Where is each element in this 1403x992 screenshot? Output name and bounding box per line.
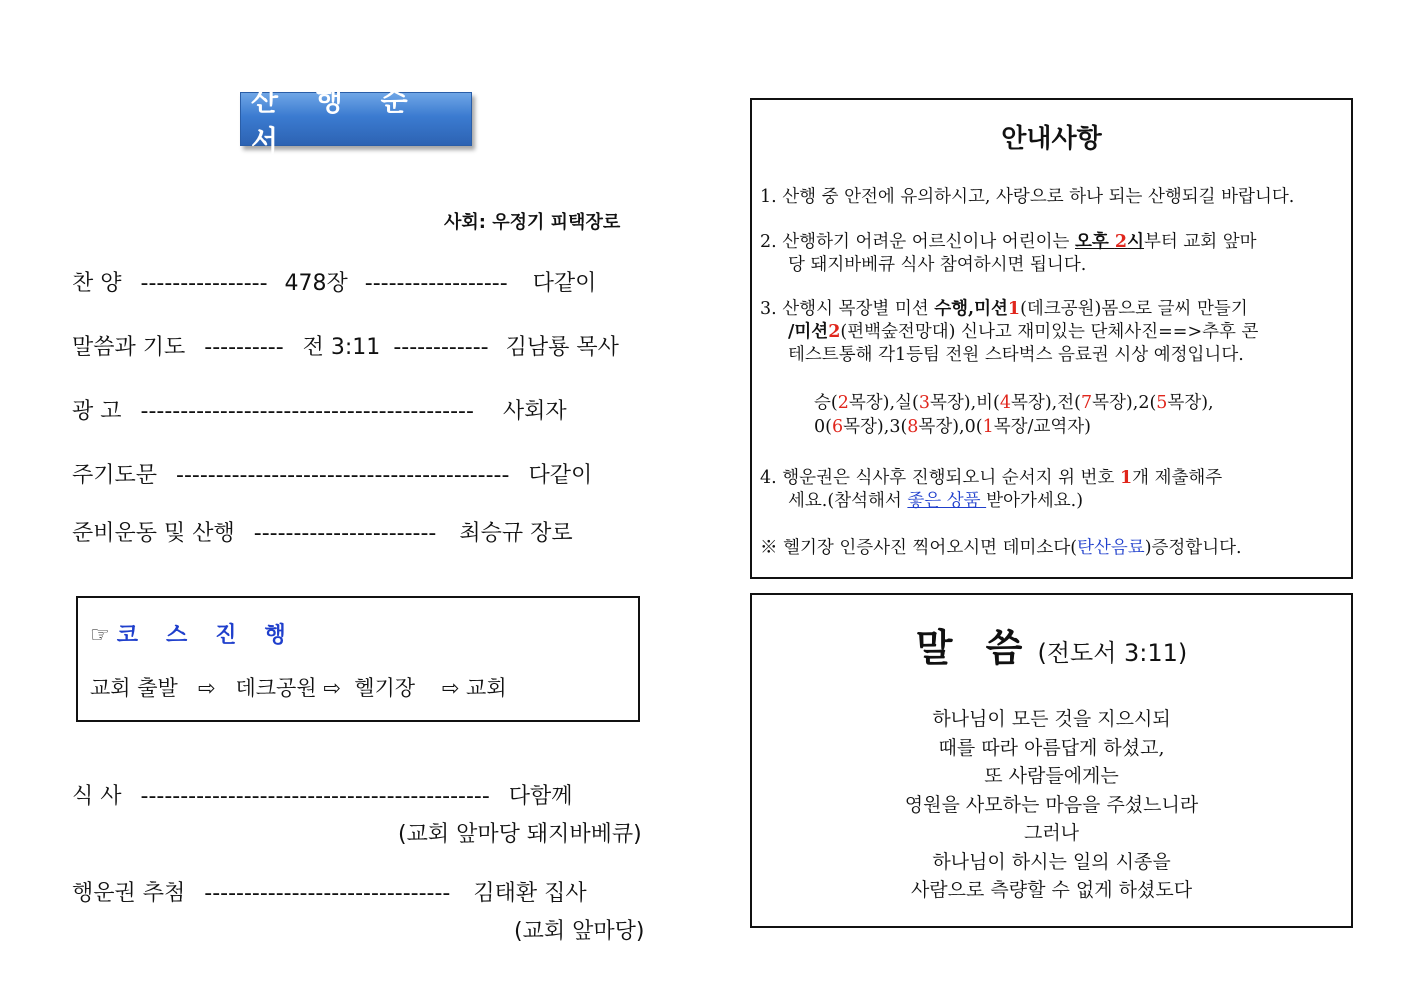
program-item-detail: 478장 [284, 271, 348, 296]
team-number: 5 [1156, 393, 1168, 413]
team-list-2 [814, 416, 1091, 439]
notice-text: 4. 행운권은 식사후 진행되오니 순서지 위 번호 [760, 468, 1120, 488]
pointing-hand-icon: ☞ [90, 623, 110, 648]
team-label: 2( [1138, 393, 1157, 413]
verse-line: 하나님이 하시는 일의 시종을 [932, 850, 1171, 873]
program-item-name: 주기도문 [72, 463, 158, 488]
program-dashes: ------------ [393, 335, 489, 360]
notice-item-4 [760, 467, 1222, 490]
notice-item-3-line3: 테스트통해 각1등팀 전원 스타벅스 음료권 시상 예정입니다. [788, 345, 1244, 365]
program-item-person: 다같이 [528, 463, 593, 488]
course-heading: 코스진행 [116, 623, 314, 648]
team-label: 0( [964, 417, 983, 437]
team-number: 4 [999, 393, 1012, 413]
program-dashes: ------------------ [364, 271, 508, 296]
notice-text: 시 [1127, 232, 1144, 252]
team-number: 7 [1080, 393, 1093, 413]
notice-number: 1 [1119, 468, 1133, 488]
verse-line: 때를 따라 아름답게 하셨고, [938, 736, 1165, 759]
notice-box [750, 98, 1353, 579]
notice-number: 2 [828, 322, 841, 342]
course-title [90, 618, 314, 649]
notice-title: 안내사항 [1001, 124, 1102, 154]
course-box [76, 596, 640, 722]
notice-highlight [1075, 232, 1144, 252]
team-suffix: 목장), [1092, 393, 1139, 413]
team-label: 전( [1057, 393, 1081, 413]
host-line: 사회: 우정기 피택장로 [444, 212, 621, 233]
team-list-1 [814, 392, 1214, 415]
team-suffix: 목장), [929, 393, 977, 413]
meal-note: (교회 앞마당 돼지바베큐) [398, 822, 642, 847]
program-item-detail: 전 3:11 [302, 335, 381, 360]
team-suffix: 목장), [1011, 393, 1058, 413]
team-number: 8 [907, 417, 919, 437]
team-number: 1 [982, 417, 994, 437]
raffle-note: (교회 앞마당) [514, 919, 645, 944]
verse-line: 그러나 [1023, 822, 1080, 844]
program-item-name: 광 고 [72, 399, 122, 424]
program-row-warmup-hike [72, 516, 573, 547]
program-dashes: ----------------------- [253, 521, 437, 546]
program-title: 산 행 순 서 [240, 92, 472, 146]
team-label: 3( [889, 417, 908, 437]
program-item-person: 다함께 [508, 784, 573, 809]
program-row-meal [72, 779, 573, 810]
notice-text: 3. 산행시 목장별 미션 [760, 299, 935, 319]
notice-item-2-line2: 당 돼지바베큐 식사 참여하시면 됩니다. [788, 255, 1087, 275]
team-number: 6 [831, 417, 844, 437]
team-suffix: 목장), [848, 393, 896, 413]
program-item-name: 식 사 [72, 784, 122, 809]
team-suffix: 목장), [1167, 393, 1214, 413]
notice-text: 세요.(참석해서 [788, 491, 908, 511]
word-box [750, 593, 1353, 928]
program-item-person: 다같이 [532, 271, 597, 296]
notice-item-5 [760, 537, 1242, 560]
program-item-person: 김남룡 목사 [505, 335, 619, 360]
notice-item-3 [760, 298, 1248, 321]
team-entry [889, 417, 964, 437]
program-item-person: 김태환 집사 [473, 881, 587, 906]
program-dashes: -------------------------------------------- [140, 784, 490, 809]
team-entry [976, 393, 1057, 413]
program-item-person: 사회자 [502, 399, 567, 424]
team-entry [814, 393, 895, 413]
team-suffix: 목장), [843, 417, 890, 437]
program-dashes: ---------------- [140, 271, 268, 296]
program-item-person: 최승규 장로 [459, 521, 573, 546]
notice-text: )증정합니다. [1144, 538, 1242, 558]
program-dashes: ------------------------------- [204, 881, 451, 906]
program-row-lords-prayer [72, 458, 592, 489]
notice-number: 1 [1007, 299, 1021, 319]
program-item-name: 말씀과 기도 [72, 335, 186, 360]
team-entry [814, 417, 889, 437]
notice-item-1: 1. 산행 중 안전에 유의하시고, 사랑으로 하나 되는 산행되길 바랍니다. [760, 187, 1295, 207]
verse-line: 하나님이 모든 것을 지으시되 [932, 708, 1171, 730]
team-number: 3 [918, 393, 930, 413]
notice-text: 개 제출해주 [1132, 468, 1223, 488]
notice-text: 부터 교회 앞마 [1144, 232, 1257, 252]
verse-line: 사람으로 측량할 수 없게 하셨도다 [910, 879, 1193, 901]
team-entry [895, 393, 976, 413]
word-reference: (전도서 3:11) [1037, 639, 1188, 667]
notice-text: 받아가세요.) [986, 491, 1084, 511]
word-title [752, 617, 1351, 672]
program-row-announcement [72, 394, 567, 425]
notice-text: ※ 헬기장 인증사진 찍어오시면 데미소다( [760, 538, 1078, 558]
notice-text: 2. 산행하기 어려운 어르신이나 어린이는 [760, 232, 1075, 252]
notice-item-4-line2 [788, 490, 1083, 513]
team-entry [965, 417, 1091, 437]
verse-line: 또 사람들에게는 [984, 765, 1119, 787]
notice-highlight: 탄산음료 [1077, 538, 1145, 558]
program-dashes: ------------------------------------------ [140, 399, 474, 424]
team-suffix: 목장), [918, 417, 965, 437]
program-dashes: ---------- [204, 335, 284, 360]
notice-text: /미션 [788, 322, 829, 342]
team-label: 승( [814, 393, 838, 413]
notice-text: 수행,미션 [934, 299, 1008, 319]
program-item-name: 준비운동 및 산행 [72, 521, 235, 546]
team-entry [1138, 393, 1213, 413]
notice-item-2 [760, 231, 1257, 254]
notice-text: 오후 [1075, 232, 1115, 252]
program-row-raffle [72, 876, 587, 907]
team-label: 비( [976, 393, 1000, 413]
team-number: 2 [837, 393, 849, 413]
verse-text [752, 705, 1351, 905]
notice-text: (편백숲전망대) 신나고 재미있는 단체사진==>추후 콘 [840, 322, 1259, 342]
team-suffix: 목장/교역자) [993, 417, 1091, 437]
team-label: 0( [814, 417, 832, 437]
program-dashes: ------------------------------------------ [176, 463, 510, 488]
team-label: 실( [895, 393, 919, 413]
verse-line: 영원을 사모하는 마음을 주셨느니라 [904, 793, 1199, 816]
notice-highlight: 좋은 상품 [907, 491, 987, 511]
program-item-name: 행운권 추첨 [72, 881, 186, 906]
notice-text: (데크공원)몸으로 글씨 만들기 [1020, 299, 1248, 319]
notice-number: 2 [1114, 232, 1128, 252]
program-row-sermon [72, 330, 619, 361]
word-heading: 말 씀 [915, 625, 1033, 670]
program-item-name: 찬 양 [72, 271, 122, 296]
program-row-praise [72, 266, 596, 297]
team-entry [1057, 393, 1138, 413]
course-route: 교회 출발 ⇨ 데크공원 ⇨ 헬기장 ⇨ 교회 [90, 676, 507, 700]
notice-item-3-line2 [788, 321, 1258, 344]
